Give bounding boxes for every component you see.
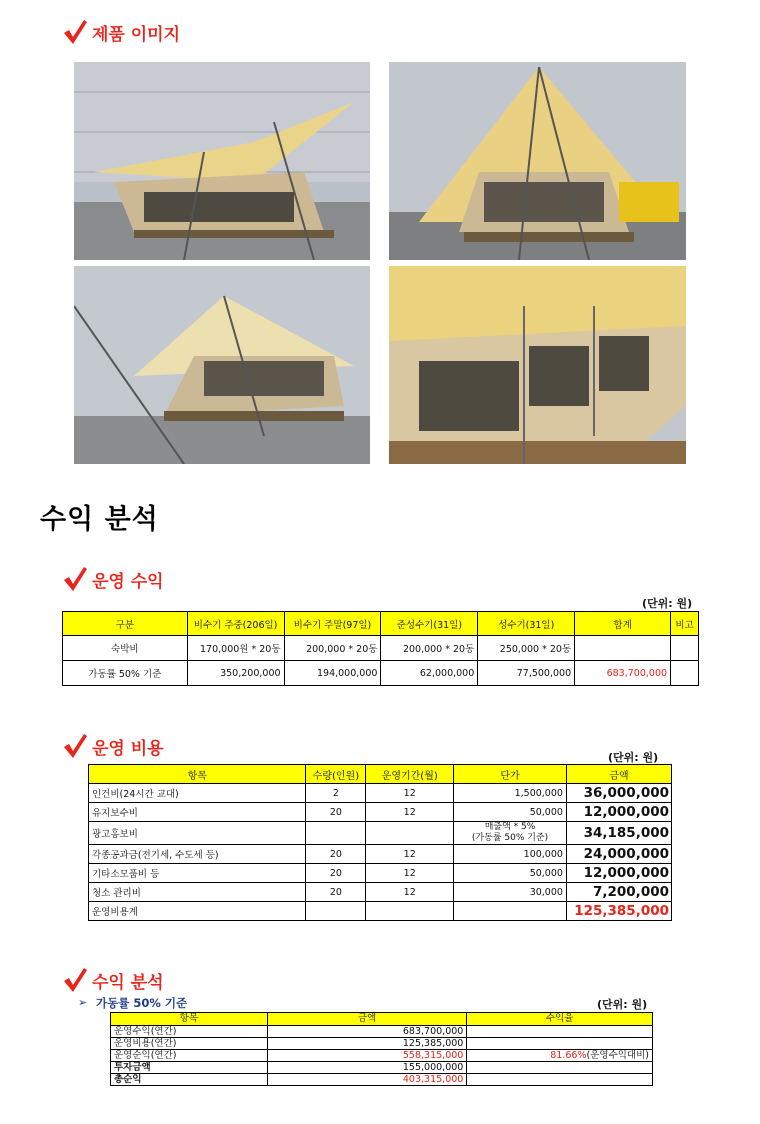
table-cell — [467, 1026, 653, 1038]
table-cell: 20 — [306, 883, 366, 902]
revenue-unit-label: (단위: 원) — [642, 597, 693, 610]
profit-unit-label: (단위: 원) — [597, 998, 648, 1011]
table-cell: 1,500,000 — [454, 784, 567, 803]
table-header-row — [111, 1013, 653, 1026]
revenue-section-header — [62, 565, 164, 593]
table-cell: 50,000 — [454, 803, 567, 822]
table-row — [63, 661, 699, 686]
tent-photo-4 — [389, 266, 686, 464]
table-row — [89, 845, 672, 864]
table-cell: 매출액 * 5% (가동률 50% 기준) — [454, 822, 567, 845]
header-cell: 수량(인원) — [306, 765, 366, 784]
table-cell: 350,200,000 — [187, 661, 284, 686]
product-section-title: 제품 이미지 — [92, 20, 180, 45]
amount-cell: 7,200,000 — [566, 883, 671, 902]
header-cell: 비수기 주말(97일) — [284, 612, 381, 636]
header-cell: 금액 — [566, 765, 671, 784]
table-cell: 30,000 — [454, 883, 567, 902]
revenue-section-title: 운영 수익 — [92, 567, 164, 592]
table-cell: 12 — [366, 845, 454, 864]
check-icon — [62, 18, 88, 46]
table-cell — [467, 1038, 653, 1050]
arrow-right-icon: ➢ — [78, 996, 88, 1009]
amount-cell: 12,000,000 — [566, 864, 671, 883]
table-cell — [306, 902, 366, 921]
table-cell — [366, 902, 454, 921]
table-cell: 운영순익(연간) — [111, 1050, 268, 1062]
rate-note: (운영수익대비) — [586, 1050, 649, 1061]
table-cell: 투자금액 — [111, 1062, 268, 1074]
header-cell: 구분 — [63, 612, 188, 636]
table-cell: 운영수익(연간) — [111, 1026, 268, 1038]
table-cell: 100,000 — [454, 845, 567, 864]
profit-table — [110, 1012, 653, 1086]
check-icon — [62, 565, 88, 593]
amount-cell: 12,000,000 — [566, 803, 671, 822]
table-cell: 170,000원 * 20동 — [187, 636, 284, 661]
tent-photo-3 — [74, 266, 370, 464]
table-cell: 250,000 * 20동 — [478, 636, 575, 661]
table-cell: 기타소모품비 등 — [89, 864, 306, 883]
table-header-row — [89, 765, 672, 784]
table-row — [89, 902, 672, 921]
table-cell — [467, 1062, 653, 1074]
table-cell: 155,000,000 — [267, 1062, 467, 1074]
table-cell — [366, 822, 454, 845]
table-cell: 12 — [366, 784, 454, 803]
table-cell: 20 — [306, 845, 366, 864]
table-header-row — [63, 612, 699, 636]
page-title: 수익 분석 — [40, 504, 159, 535]
header-cell: 비고 — [671, 612, 699, 636]
table-cell: 인건비(24시간 교대) — [89, 784, 306, 803]
header-cell: 성수기(31일) — [478, 612, 575, 636]
table-cell: 2 — [306, 784, 366, 803]
table-cell — [467, 1050, 653, 1062]
table-cell: 125,385,000 — [267, 1038, 467, 1050]
table-row — [89, 803, 672, 822]
cost-unit-label: (단위: 원) — [608, 751, 659, 764]
header-cell: 금액 — [267, 1013, 467, 1026]
product-section-header — [62, 18, 180, 46]
amount-cell: 24,000,000 — [566, 845, 671, 864]
table-cell: 50,000 — [454, 864, 567, 883]
table-cell: 가동률 50% 기준 — [63, 661, 188, 686]
table-cell — [306, 822, 366, 845]
table-cell: 총순익 — [111, 1074, 268, 1086]
cost-section-title: 운영 비용 — [92, 734, 164, 759]
header-cell: 합계 — [575, 612, 671, 636]
table-cell — [467, 1074, 653, 1086]
tent-photo-2 — [389, 62, 686, 260]
table-cell: 200,000 * 20동 — [284, 636, 381, 661]
table-row — [111, 1038, 653, 1050]
header-cell: 단가 — [454, 765, 567, 784]
table-row — [111, 1074, 653, 1086]
table-cell — [671, 636, 699, 661]
table-cell: 683,700,000 — [267, 1026, 467, 1038]
profit-section-title: 수익 분석 — [92, 968, 164, 993]
check-icon — [62, 732, 88, 760]
table-row — [111, 1062, 653, 1074]
table-cell: 194,000,000 — [284, 661, 381, 686]
table-cell: 403,315,000 — [267, 1074, 467, 1086]
table-cell: 각종공과금(전기세, 수도세 등) — [89, 845, 306, 864]
table-cell: 20 — [306, 803, 366, 822]
table-cell: 20 — [306, 864, 366, 883]
table-row — [89, 784, 672, 803]
table-cell: 558,315,000 — [267, 1050, 467, 1062]
header-cell: 운영기간(월) — [366, 765, 454, 784]
table-row — [63, 636, 699, 661]
table-cell — [575, 636, 671, 661]
amount-cell: 36,000,000 — [566, 784, 671, 803]
check-icon — [62, 966, 88, 994]
table-cell: 12 — [366, 803, 454, 822]
revenue-table — [62, 611, 699, 686]
table-cell — [671, 661, 699, 686]
profit-section-header — [62, 966, 164, 994]
header-cell: 항목 — [111, 1013, 268, 1026]
cost-section-header — [62, 732, 164, 760]
table-cell: 유지보수비 — [89, 803, 306, 822]
table-cell: 숙박비 — [63, 636, 188, 661]
table-cell: 청소 관리비 — [89, 883, 306, 902]
table-cell: 200,000 * 20동 — [381, 636, 478, 661]
table-cell — [454, 902, 567, 921]
table-cell: 12 — [366, 864, 454, 883]
header-cell: 비수기 주중(206일) — [187, 612, 284, 636]
profit-sub-label: 가동률 50% 기준 — [96, 996, 188, 1010]
table-row — [89, 864, 672, 883]
table-row — [111, 1050, 653, 1062]
table-cell: 62,000,000 — [381, 661, 478, 686]
table-row — [89, 822, 672, 845]
tent-photo-1 — [74, 62, 370, 260]
header-cell: 준성수기(31일) — [381, 612, 478, 636]
table-cell: 광고홍보비 — [89, 822, 306, 845]
cost-table — [88, 764, 672, 921]
table-cell: 운영비용(연간) — [111, 1038, 268, 1050]
table-cell: 77,500,000 — [478, 661, 575, 686]
total-cell: 683,700,000 — [575, 661, 671, 686]
table-cell: 12 — [366, 883, 454, 902]
rate-value: 81.66% — [550, 1050, 587, 1061]
amount-cell: 34,185,000 — [566, 822, 671, 845]
total-cell: 125,385,000 — [566, 902, 671, 921]
header-cell: 항목 — [89, 765, 306, 784]
header-cell: 수익율 — [467, 1013, 653, 1026]
table-cell: 운영비용계 — [89, 902, 306, 921]
table-row — [89, 883, 672, 902]
table-row — [111, 1026, 653, 1038]
